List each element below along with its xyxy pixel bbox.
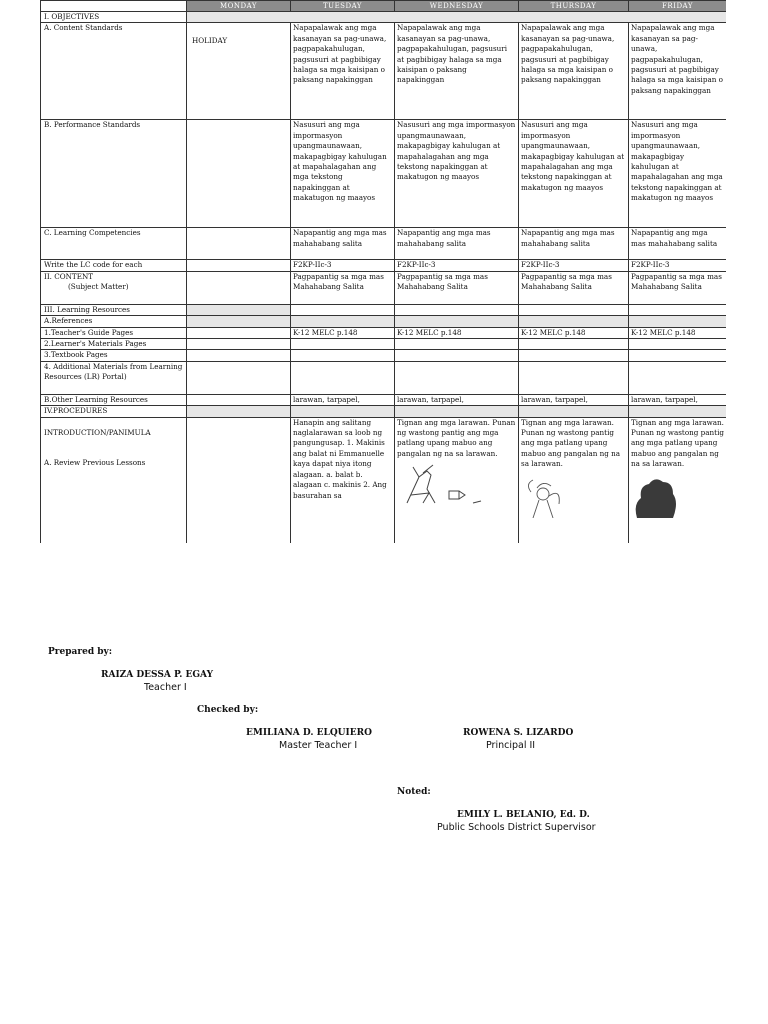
- cell-wednesday: [395, 361, 519, 394]
- cell-friday: Pagpapantig sa mga mas Mahahabang Salita: [629, 271, 727, 304]
- row-label-content: [41, 271, 187, 304]
- preparer-title: Teacher I: [144, 682, 187, 693]
- table-row: [41, 120, 727, 228]
- holiday-label: HOLIDAY: [192, 36, 228, 46]
- cell-thursday: Napapalawak ang mga kasanayan sa pag-unawa, pagpapakahulugan, pagsusuri at pagbibigay halaga sa mga kaisipan o paksang napakinggan: [519, 23, 629, 120]
- cell-wednesday: Pagpapantig sa mga mas Mahahabang Salita: [395, 271, 519, 304]
- cell-monday: [187, 327, 291, 338]
- cell-monday: [187, 228, 291, 260]
- day-header-tuesday: TUESDAY: [291, 1, 395, 12]
- corner-cell: [41, 1, 187, 12]
- cell-monday: [187, 417, 291, 543]
- noted-label: Noted:: [397, 787, 431, 797]
- cell-thursday: Napapantig ang mga mas mahahabang salita: [519, 228, 629, 260]
- checker1-title: Master Teacher I: [279, 740, 358, 751]
- cell-thursday: [519, 350, 629, 361]
- row-label-learning-competencies: C. Learning Competencies: [41, 228, 187, 260]
- noter-title: Public Schools District Supervisor: [437, 822, 596, 833]
- table-row: [41, 271, 727, 304]
- section-fill: [187, 12, 727, 23]
- cell-monday: [187, 339, 291, 350]
- prepared-by-label: Prepared by:: [48, 647, 113, 657]
- row-label-additional-materials: 4. Additional Materials from Learning Resources (LR) Portal): [41, 361, 187, 394]
- checker2-name: ROWENA S. LIZARDO: [463, 728, 574, 738]
- section-fill: [519, 316, 629, 327]
- table-row: [41, 12, 727, 23]
- row-label-other-resources: B.Other Learning Resources: [41, 394, 187, 405]
- row-label-learning-resources: III. Learning Resources: [41, 304, 187, 315]
- row-label-learners-materials: 2.Learner's Materials Pages: [41, 339, 187, 350]
- cell-friday: Napapantig ang mga mas mahahabang salita: [629, 228, 727, 260]
- table-row: [41, 417, 727, 543]
- preparer-name: RAIZA DESSA P. EGAY: [101, 670, 213, 680]
- cell-wednesday: [395, 339, 519, 350]
- section-fill: [629, 316, 727, 327]
- table-row: [41, 304, 727, 315]
- cell-monday: [187, 361, 291, 394]
- day-header-wednesday: WEDNESDAY: [395, 1, 519, 12]
- cell-friday: [629, 361, 727, 394]
- cell-tuesday: Hanapin ang salitang naglalarawan sa loob ng pangungusap. 1. Makinis ang balat ni Emmanuelle kaya dapat niya itong alagaan. a. balat b. alagaan c. makinis 2. Ang basurahan sa: [291, 417, 395, 543]
- cell-thursday: [519, 339, 629, 350]
- cell-thursday: K-12 MELC p.148: [519, 327, 629, 338]
- cell-tuesday: Napapantig ang mga mas mahahabang salita: [291, 228, 395, 260]
- cell-tuesday: larawan, tarpapel,: [291, 394, 395, 405]
- table-row: [41, 361, 727, 394]
- review-label: A. Review Previous Lessons: [44, 458, 146, 468]
- cell-tuesday: Pagpapantig sa mga mas Mahahabang Salita: [291, 271, 395, 304]
- cell-wednesday: [395, 350, 519, 361]
- cell-wednesday: [395, 417, 519, 543]
- cell-tuesday: F2KP-IIc-3: [291, 260, 395, 271]
- cell-thursday: [519, 361, 629, 394]
- row-label-content-standards: A. Content Standards: [41, 23, 187, 120]
- cell-tuesday: [291, 350, 395, 361]
- cell-wednesday: Napapantig ang mga mas mahahabang salita: [395, 228, 519, 260]
- section-fill: [187, 406, 291, 417]
- cell-friday: Napapalawak ang mga kasanayan sa pag-unawa, pagpapakahulugan, pagsusuri at pagbibigay halaga sa mga kaisipan o paksang napakinggan: [629, 23, 727, 120]
- row-label-objectives: I. OBJECTIVES: [41, 12, 187, 23]
- row-label-introduction: [41, 417, 187, 543]
- checked-by-label: Checked by:: [197, 705, 259, 715]
- row-label-textbook: 3.Textbook Pages: [41, 350, 187, 361]
- noter-name: EMILY L. BELANIO, Ed. D.: [457, 810, 590, 820]
- content-label: II. CONTENT: [44, 271, 94, 281]
- review-text: Tignan ang mga larawan. Punan ng wastong pantig ang mga patlang upang mabuo ang pangalan ng na sa larawan.: [521, 417, 621, 469]
- grasshopper-illustration: [397, 463, 516, 503]
- table-row: [41, 350, 727, 361]
- cell-thursday: Nasusuri ang mga impormasyon upangmaunawaan, makapagbigay kahulugan at mapahalagahan ang mga tekstong napakinggan at makatugon ng maayos: [519, 120, 629, 228]
- section-fill: [291, 316, 395, 327]
- cell-monday: [187, 350, 291, 361]
- cell-monday: [187, 23, 291, 120]
- section-fill: [187, 304, 291, 315]
- cell-tuesday: K-12 MELC p.148: [291, 327, 395, 338]
- grasshopper-icon: [397, 463, 517, 507]
- bush-illustration: [631, 474, 724, 514]
- cell-friday: [629, 417, 727, 543]
- subject-matter-label: (Subject Matter): [68, 282, 129, 292]
- row-label-teachers-guide: 1.Teacher's Guide Pages: [41, 327, 187, 338]
- cell-wednesday: K-12 MELC p.148: [395, 327, 519, 338]
- cell-friday: Nasusuri ang mga impormasyon upangmaunawaan, makapagbigay kahulugan at mapahalagahan ang mga tekstong napakinggan at makatugon ng maayos: [629, 120, 727, 228]
- section-fill: [187, 316, 291, 327]
- day-header-friday: FRIDAY: [629, 1, 727, 12]
- section-fill: [519, 406, 629, 417]
- fairy-icon: [521, 474, 581, 518]
- cell-monday: [187, 120, 291, 228]
- cell-thursday: [519, 304, 629, 315]
- table-row: [41, 327, 727, 338]
- cell-friday: [629, 339, 727, 350]
- section-fill: [395, 316, 519, 327]
- cell-tuesday: [291, 361, 395, 394]
- day-header-thursday: THURSDAY: [519, 1, 629, 12]
- review-text: Tignan ang mga larawan. Punan ng wastong pantig ang mga patlang upang mabuo ang pangalan ng na sa larawan.: [397, 417, 516, 458]
- cell-tuesday: [291, 304, 395, 315]
- cell-friday: [629, 350, 727, 361]
- cell-thursday: [519, 417, 629, 543]
- cell-thursday: F2KP-IIc-3: [519, 260, 629, 271]
- cell-wednesday: Napapalawak ang mga kasanayan sa pag-unawa, pagpapakahulugan, pagsusuri at pagbibigay halaga sa mga kaisipan o paksang napakinggan: [395, 23, 519, 120]
- cell-monday: [187, 394, 291, 405]
- cell-monday: [187, 260, 291, 271]
- cell-friday: [629, 304, 727, 315]
- row-label-procedures: IV.PROCEDURES: [41, 406, 187, 417]
- table-row: [41, 228, 727, 260]
- cell-monday: [187, 271, 291, 304]
- table-row: [41, 260, 727, 271]
- cell-friday: K-12 MELC p.148: [629, 327, 727, 338]
- lesson-plan-grid: [40, 0, 726, 543]
- table-row: [41, 316, 727, 327]
- cell-tuesday: Nasusuri ang mga impormasyon upangmaunawaan, makapagbigay kahulugan at mapahalagahan ang mga tekstong napakinggan at makatugon ng maayos: [291, 120, 395, 228]
- cell-friday: larawan, tarpapel,: [629, 394, 727, 405]
- checker1-name: EMILIANA D. ELQUIERO: [246, 728, 372, 738]
- introduction-label: INTRODUCTION/PANIMULA: [44, 427, 151, 437]
- table-row: [41, 23, 727, 120]
- row-label-lc-code: Write the LC code for each: [41, 260, 187, 271]
- cell-thursday: larawan, tarpapel,: [519, 394, 629, 405]
- day-header-monday: MONDAY: [187, 1, 291, 12]
- row-label-references: A.References: [41, 316, 187, 327]
- cell-friday: F2KP-IIc-3: [629, 260, 727, 271]
- fairy-illustration: [521, 474, 626, 514]
- cell-thursday: Pagpapantig sa mga mas Mahahabang Salita: [519, 271, 629, 304]
- table-row: [41, 339, 727, 350]
- table-row: [41, 394, 727, 405]
- cell-wednesday: F2KP-IIc-3: [395, 260, 519, 271]
- cell-tuesday: [291, 339, 395, 350]
- review-text: Tignan ang mga larawan. Punan ng wastong pantig ang mga patlang upang mabuo ang pangalan ng na sa larawan.: [631, 417, 724, 469]
- section-fill: [629, 406, 727, 417]
- section-fill: [291, 406, 395, 417]
- table-row: [41, 406, 727, 417]
- row-label-performance-standards: B. Performance Standards: [41, 120, 187, 228]
- checker2-title: Principal II: [486, 740, 536, 751]
- cell-wednesday: larawan, tarpapel,: [395, 394, 519, 405]
- bush-icon: [631, 474, 681, 518]
- day-header-row: [41, 1, 727, 12]
- cell-wednesday: Nasusuri ang mga impormasyon upangmaunawaan, makapagbigay kahulugan at mapahalagahan ang mga tekstong napakinggan at makatugon ng maayos: [395, 120, 519, 228]
- section-fill: [395, 406, 519, 417]
- cell-tuesday: Napapalawak ang mga kasanayan sa pag-unawa, pagpapakahulugan, pagsusuri at pagbibigay halaga sa mga kaisipan o paksang napakinggan: [291, 23, 395, 120]
- cell-wednesday: [395, 304, 519, 315]
- daily-lesson-log-table: [40, 0, 726, 543]
